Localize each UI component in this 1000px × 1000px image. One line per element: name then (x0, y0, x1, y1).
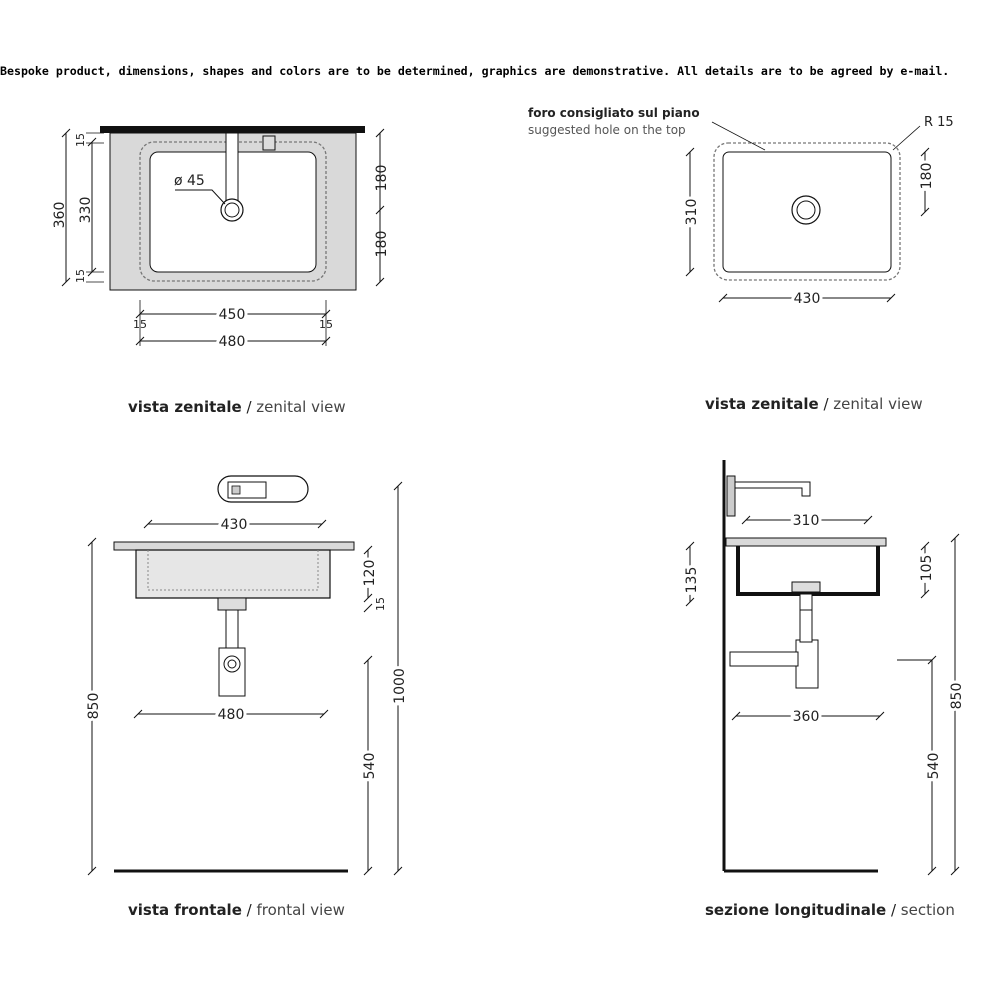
caption-bottom-left (128, 901, 345, 919)
note-hole-it: foro consigliato sul piano (528, 106, 700, 120)
countertop-edge (100, 126, 365, 133)
caption-it: sezione longitudinale (705, 901, 887, 919)
basin-body (136, 550, 330, 598)
dim-hole-diameter: ø 45 (174, 173, 205, 189)
dim-135: 135 (684, 566, 700, 594)
caption-en: zenital view (833, 395, 923, 413)
caption-it: vista zenitale (705, 395, 819, 413)
dim-180: 180 (919, 162, 935, 190)
dim-480: 480 (218, 334, 246, 350)
caption-en: frontal view (256, 901, 345, 919)
caption-en: section (900, 901, 955, 919)
caption-separator: / (241, 398, 257, 416)
dim-radius: R 15 (924, 115, 954, 130)
view-top-left (52, 126, 390, 350)
drain-inner (225, 203, 239, 217)
dim-330: 330 (78, 196, 94, 224)
dim-850: 850 (949, 682, 965, 710)
dim-540: 540 (362, 752, 378, 780)
countertop (726, 538, 886, 546)
caption-top-left (128, 398, 346, 416)
view-top-right (684, 122, 935, 307)
dim-430: 430 (793, 291, 821, 307)
dim-180-upper: 180 (374, 164, 390, 192)
dim-310: 310 (792, 513, 820, 529)
dim-540: 540 (926, 752, 942, 780)
view-bottom-left (86, 476, 408, 875)
dim-15: 15 (374, 597, 387, 611)
faucet-spout (735, 482, 810, 496)
dim-450: 450 (218, 307, 246, 323)
note-hole-en: suggested hole on the top (528, 123, 686, 137)
caption-en: zenital view (256, 398, 346, 416)
dim-430: 430 (220, 517, 248, 533)
dim-360: 360 (792, 709, 820, 725)
dim-15-bottom: 15 (74, 269, 87, 283)
caption-bottom-right (705, 901, 955, 919)
trap-body (796, 640, 818, 688)
faucet-handle (263, 136, 275, 150)
dim-480: 480 (217, 707, 245, 723)
caption-separator: / (241, 901, 257, 919)
dim-310: 310 (684, 198, 700, 226)
drain-inner (797, 201, 815, 219)
dim-180-lower: 180 (374, 230, 390, 258)
caption-it: vista frontale (128, 901, 242, 919)
trap-pipe (226, 610, 238, 652)
trap-outlet (730, 652, 798, 666)
caption-separator: / (886, 901, 901, 919)
disclaimer-text: Bespoke product, dimensions, shapes and colors are to be determined, graphics are demonstrative. All details are to be agreed by e-mail. (0, 64, 950, 78)
dim-15-right: 15 (319, 318, 333, 331)
view-bottom-right (684, 460, 965, 875)
dim-105: 105 (919, 554, 935, 582)
dim-850: 850 (86, 692, 102, 720)
caption-top-right (705, 395, 923, 413)
dim-120: 120 (362, 559, 378, 587)
dim-15-left: 15 (133, 318, 147, 331)
dim-1000: 1000 (392, 668, 408, 704)
caption-it: vista zenitale (128, 398, 242, 416)
caption-separator: / (818, 395, 834, 413)
dim-15-top: 15 (74, 133, 87, 147)
dim-360: 360 (52, 201, 68, 229)
countertop (114, 542, 354, 550)
